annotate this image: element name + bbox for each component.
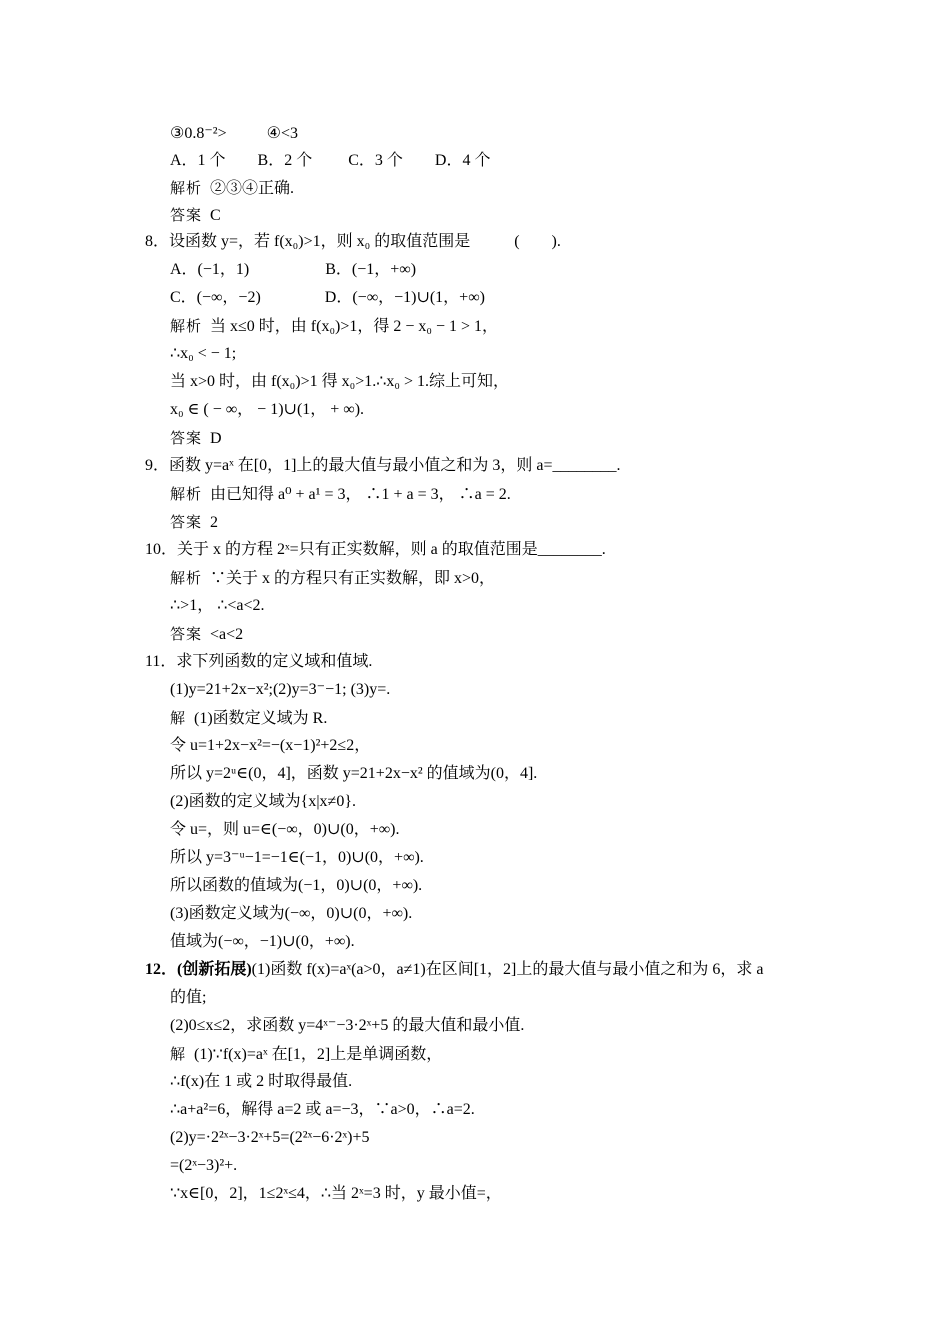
text-line bbox=[170, 680, 390, 700]
text-line bbox=[170, 736, 370, 756]
line-text: =(2ˣ−3)²+. bbox=[170, 1157, 238, 1174]
text-line bbox=[170, 988, 206, 1008]
line-text: A．(−1，1) B．(−1，+∞) bbox=[170, 261, 417, 278]
text-line bbox=[145, 960, 764, 980]
line-label: 12．(创新拓展) bbox=[145, 961, 252, 978]
text-line bbox=[170, 124, 298, 144]
text-line bbox=[170, 596, 265, 616]
text-line bbox=[170, 428, 222, 449]
line-text: ∴f(x)在 1 或 2 时取得最值. bbox=[170, 1073, 353, 1090]
line-label: 解析 bbox=[170, 317, 203, 335]
line-text: D bbox=[202, 430, 222, 447]
text-line bbox=[145, 232, 561, 252]
line-text: 令 u=1+2x−x²=−(x−1)²+2≤2， bbox=[170, 737, 371, 754]
text-line bbox=[170, 904, 412, 924]
line-text: ③0.8⁻²> ④<3 bbox=[170, 125, 298, 142]
line-text: x₀ ∈ ( − ∞， − 1)∪(1， + ∞). bbox=[170, 401, 365, 418]
line-text: (2)0≤x≤2，求函数 y=4ˣ⁻−3·2ˣ+5 的最大值和最小值. bbox=[170, 1017, 525, 1034]
line-label: 解 bbox=[170, 709, 187, 727]
text-line bbox=[170, 876, 422, 896]
line-text: (2)函数的定义域为{x|x≠0}. bbox=[170, 793, 357, 810]
text-line bbox=[145, 652, 372, 672]
text-line bbox=[170, 848, 424, 868]
line-text: (3)函数定义域为(−∞，0)∪(0，+∞). bbox=[170, 905, 413, 922]
line-label: 解 bbox=[170, 1045, 187, 1063]
text-line bbox=[145, 456, 621, 476]
line-text: 8．设函数 y=，若 f(x₀)>1，则 x₀ 的取值范围是 ( ). bbox=[145, 233, 561, 250]
text-line bbox=[170, 512, 218, 533]
text-line bbox=[170, 400, 364, 420]
text-line bbox=[170, 344, 236, 364]
line-label: 答案 bbox=[170, 206, 203, 224]
line-text: 当 x>0 时，由 f(x₀)>1 得 x₀>1.∴x₀ > 1.综上可知， bbox=[170, 373, 509, 390]
line-text: 所以 y=2ᵘ∈(0，4]，函数 y=21+2x−x² 的值域为(0，4]. bbox=[170, 765, 538, 782]
line-text: 所以函数的值域为(−1，0)∪(0，+∞). bbox=[170, 877, 423, 894]
text-line bbox=[170, 624, 243, 645]
text-line bbox=[170, 764, 537, 784]
line-text: (1)函数定义域为 R. bbox=[186, 710, 328, 727]
text-line bbox=[170, 288, 485, 308]
text-line bbox=[170, 372, 509, 392]
line-text: ∴>1， ∴<a<2. bbox=[170, 597, 265, 614]
line-label: 答案 bbox=[170, 429, 203, 447]
text-line bbox=[170, 1016, 524, 1036]
line-text: ∴x₀ < − 1; bbox=[170, 345, 237, 362]
line-label: 答案 bbox=[170, 625, 203, 643]
line-text: ∵关于 x 的方程只有正实数解，即 x>0， bbox=[202, 570, 496, 587]
line-text: 当 x≤0 时，由 f(x₀)>1，得 2 − x₀ − 1 > 1， bbox=[202, 318, 499, 335]
text-line bbox=[170, 1156, 237, 1176]
line-text: (1)∵f(x)=aˣ 在[1，2]上是单调函数， bbox=[186, 1046, 443, 1063]
line-text: (1)y=21+2x−x²;(2)y=3⁻−1; (3)y=. bbox=[170, 681, 391, 698]
text-line bbox=[170, 1128, 370, 1148]
line-text: (1)函数 f(x)=aˣ(a>0，a≠1)在区间[1，2]上的最大值与最小值之和为 6，求 a bbox=[251, 961, 764, 978]
line-label: 解析 bbox=[170, 179, 203, 197]
text-line bbox=[170, 205, 221, 226]
line-text: C．(−∞，−2) D．(−∞，−1)∪(1，+∞) bbox=[170, 289, 485, 306]
text-line bbox=[170, 151, 490, 171]
line-text: C bbox=[202, 207, 221, 224]
text-line bbox=[170, 316, 498, 337]
line-label: 解析 bbox=[170, 569, 203, 587]
line-text: ②③④正确. bbox=[202, 180, 295, 197]
text-line bbox=[170, 260, 416, 280]
text-line bbox=[170, 568, 495, 589]
text-line bbox=[170, 178, 294, 199]
text-line bbox=[145, 540, 606, 560]
line-text: A．1 个 B．2 个 C．3 个 D．4 个 bbox=[170, 152, 491, 169]
text-line bbox=[170, 1072, 352, 1092]
line-text: 2 bbox=[202, 514, 219, 531]
line-label: 解析 bbox=[170, 485, 203, 503]
line-text: 的值; bbox=[170, 989, 207, 1006]
text-line bbox=[170, 1044, 442, 1065]
text-line bbox=[170, 820, 399, 840]
line-label: 答案 bbox=[170, 513, 203, 531]
line-text: 10．关于 x 的方程 2ˣ=只有正实数解，则 a 的取值范围是________. bbox=[145, 541, 606, 558]
text-line bbox=[170, 708, 327, 729]
text-line bbox=[170, 792, 356, 812]
text-line bbox=[170, 1100, 475, 1120]
line-text: ∴a+a²=6，解得 a=2 或 a=−3，∵a>0，∴a=2. bbox=[170, 1101, 475, 1118]
line-text: <a<2 bbox=[202, 626, 244, 643]
text-line bbox=[170, 484, 511, 505]
line-text: 值域为(−∞，−1)∪(0，+∞). bbox=[170, 933, 355, 950]
text-line bbox=[170, 1184, 502, 1204]
line-text: 所以 y=3⁻ᵘ−1=−1∈(−1，0)∪(0，+∞). bbox=[170, 849, 424, 866]
text-line bbox=[170, 932, 355, 952]
line-text: 由已知得 a⁰ + a¹ = 3， ∴1 + a = 3， ∴a = 2. bbox=[202, 486, 511, 503]
line-text: (2)y=·2²ˣ−3·2ˣ+5=(2²ˣ−6·2ˣ)+5 bbox=[170, 1129, 370, 1146]
line-text: 9．函数 y=aˣ 在[0，1]上的最大值与最小值之和为 3，则 a=________. bbox=[145, 457, 621, 474]
line-text: 11．求下列函数的定义域和值域. bbox=[145, 653, 373, 670]
line-text: 令 u=，则 u=∈(−∞，0)∪(0，+∞). bbox=[170, 821, 400, 838]
line-text: ∵x∈[0，2]，1≤2ˣ≤4，∴当 2ˣ=3 时，y 最小值=， bbox=[170, 1185, 502, 1202]
